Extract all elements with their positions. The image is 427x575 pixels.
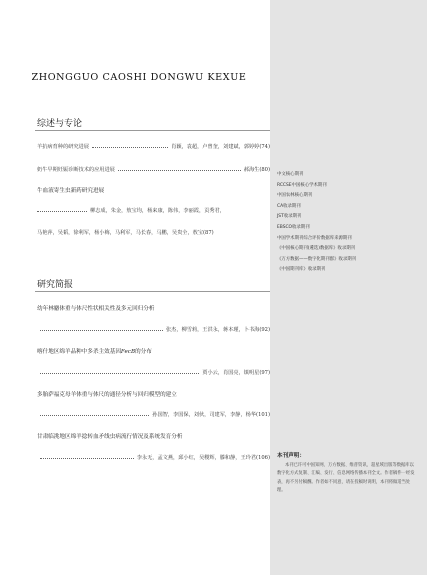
index-item: 《中国核心期刊(遴选)数据库》收录期刊 bbox=[277, 246, 356, 252]
article-authors: 柳志成，朱金，敖宝均，杨来康，陈伟，李丽霞，贡秀君， bbox=[90, 208, 225, 214]
article-title-text: 喀什地区绵羊品种中多杀主效基因 bbox=[37, 349, 121, 355]
article-byline bbox=[37, 326, 270, 333]
leader-dots bbox=[92, 147, 168, 148]
journal-title: ZHONGGUO CAOSHI DONGWU KEXUE bbox=[31, 72, 247, 83]
index-item: 中国农林核心期刊 bbox=[277, 193, 313, 199]
section-divider bbox=[35, 130, 270, 131]
article-title[interactable]: 多胎萨福克母羊体重与体尺的通径分析与回归模型的建立 bbox=[37, 392, 177, 398]
index-item: EBSCO收录期刊 bbox=[277, 224, 310, 230]
article-byline bbox=[37, 454, 270, 461]
article-authors-line bbox=[37, 207, 270, 214]
leader-dots bbox=[40, 415, 149, 416]
index-item: CA收录期刊 bbox=[277, 203, 301, 209]
section-heading-brief: 研究简报 bbox=[37, 280, 74, 290]
article-title[interactable] bbox=[37, 347, 152, 355]
article-authors: 马艳萍，吴韬，徐利军，杨小梅，马利军，马长春，马鹏，吴贵全，敖宝(87) bbox=[37, 230, 214, 236]
gene-name: FecB bbox=[120, 349, 136, 355]
index-item: 中国学术期刊综合评价数据库来源期刊 bbox=[277, 235, 352, 241]
article-page: (97) bbox=[259, 369, 270, 376]
article-page: (101) bbox=[256, 411, 270, 418]
article-page: (106) bbox=[256, 454, 270, 461]
leader-dots bbox=[40, 373, 199, 374]
article-authors: 张杰，柳雪莉，王洪永，蒋本瑾，卜书海 bbox=[165, 327, 260, 333]
article-authors: 孙国智，李国保，刘伙，司建军，李静，杨华 bbox=[152, 412, 257, 418]
article-title[interactable]: 幼年林麝体重与体尺性状相关性及多元回归分析 bbox=[37, 306, 155, 312]
leader-dots bbox=[40, 330, 163, 331]
index-item: RCCSE中国核心学术期刊 bbox=[277, 182, 327, 188]
statement-heading: 本刊声明： bbox=[277, 453, 305, 459]
leader-dots bbox=[118, 170, 241, 171]
index-item: 中文核心期刊 bbox=[277, 172, 304, 177]
index-item: 《万方数据——数字化期刊群》收录期刊 bbox=[277, 256, 357, 262]
section-heading-review: 综述与专论 bbox=[37, 119, 83, 129]
article-authors-line bbox=[37, 229, 270, 236]
article-byline bbox=[37, 369, 270, 376]
article-title: 羊抗病育种的研究进展 bbox=[37, 144, 89, 150]
article-page: (80) bbox=[259, 166, 270, 173]
article-title: 奶牛早期妊娠诊断技术的应用进展 bbox=[37, 167, 115, 173]
article-title-tail: 的分布 bbox=[135, 349, 152, 355]
article-authors: 贾小云，肖国亮，镇明星 bbox=[202, 370, 260, 376]
article-authors: 李永无，孟文燕，邱小红，吴稷辉，滕和静，王玲君 bbox=[136, 455, 257, 461]
article-entry[interactable] bbox=[37, 166, 270, 173]
article-byline bbox=[37, 411, 270, 418]
statement-body: 本刊已许可中国知网、万方数据、维普资讯、超星域出版等数据库以数字化方式复制、汇编、发行、信息网络传播本刊全文。作者稿件一经发表，再不另付稿酬。作者如不同意，请在投稿时说明，本刊将做适当处理。 bbox=[277, 463, 415, 494]
leader-dots bbox=[40, 458, 134, 459]
article-entry[interactable] bbox=[37, 143, 270, 150]
section-divider bbox=[35, 291, 270, 292]
leader-dots bbox=[37, 211, 87, 212]
article-authors: 郝海生 bbox=[243, 167, 260, 173]
indexing-list bbox=[277, 170, 356, 276]
index-item: 《中国期刊库》收录期刊 bbox=[277, 267, 326, 273]
index-item: JST收录期刊 bbox=[277, 214, 302, 220]
article-page: (92) bbox=[259, 326, 270, 333]
article-authors: 肖颖，袁超，卢曾奎，刘建斌，郭婷婷 bbox=[171, 144, 260, 150]
article-page: (74) bbox=[259, 143, 270, 150]
article-title[interactable]: 甘肃临洮地区绵羊捻转血矛线虫病流行情况及系统发育分析 bbox=[37, 434, 183, 440]
article-title[interactable]: 牛血液寄生虫新药研究进展 bbox=[37, 188, 105, 194]
